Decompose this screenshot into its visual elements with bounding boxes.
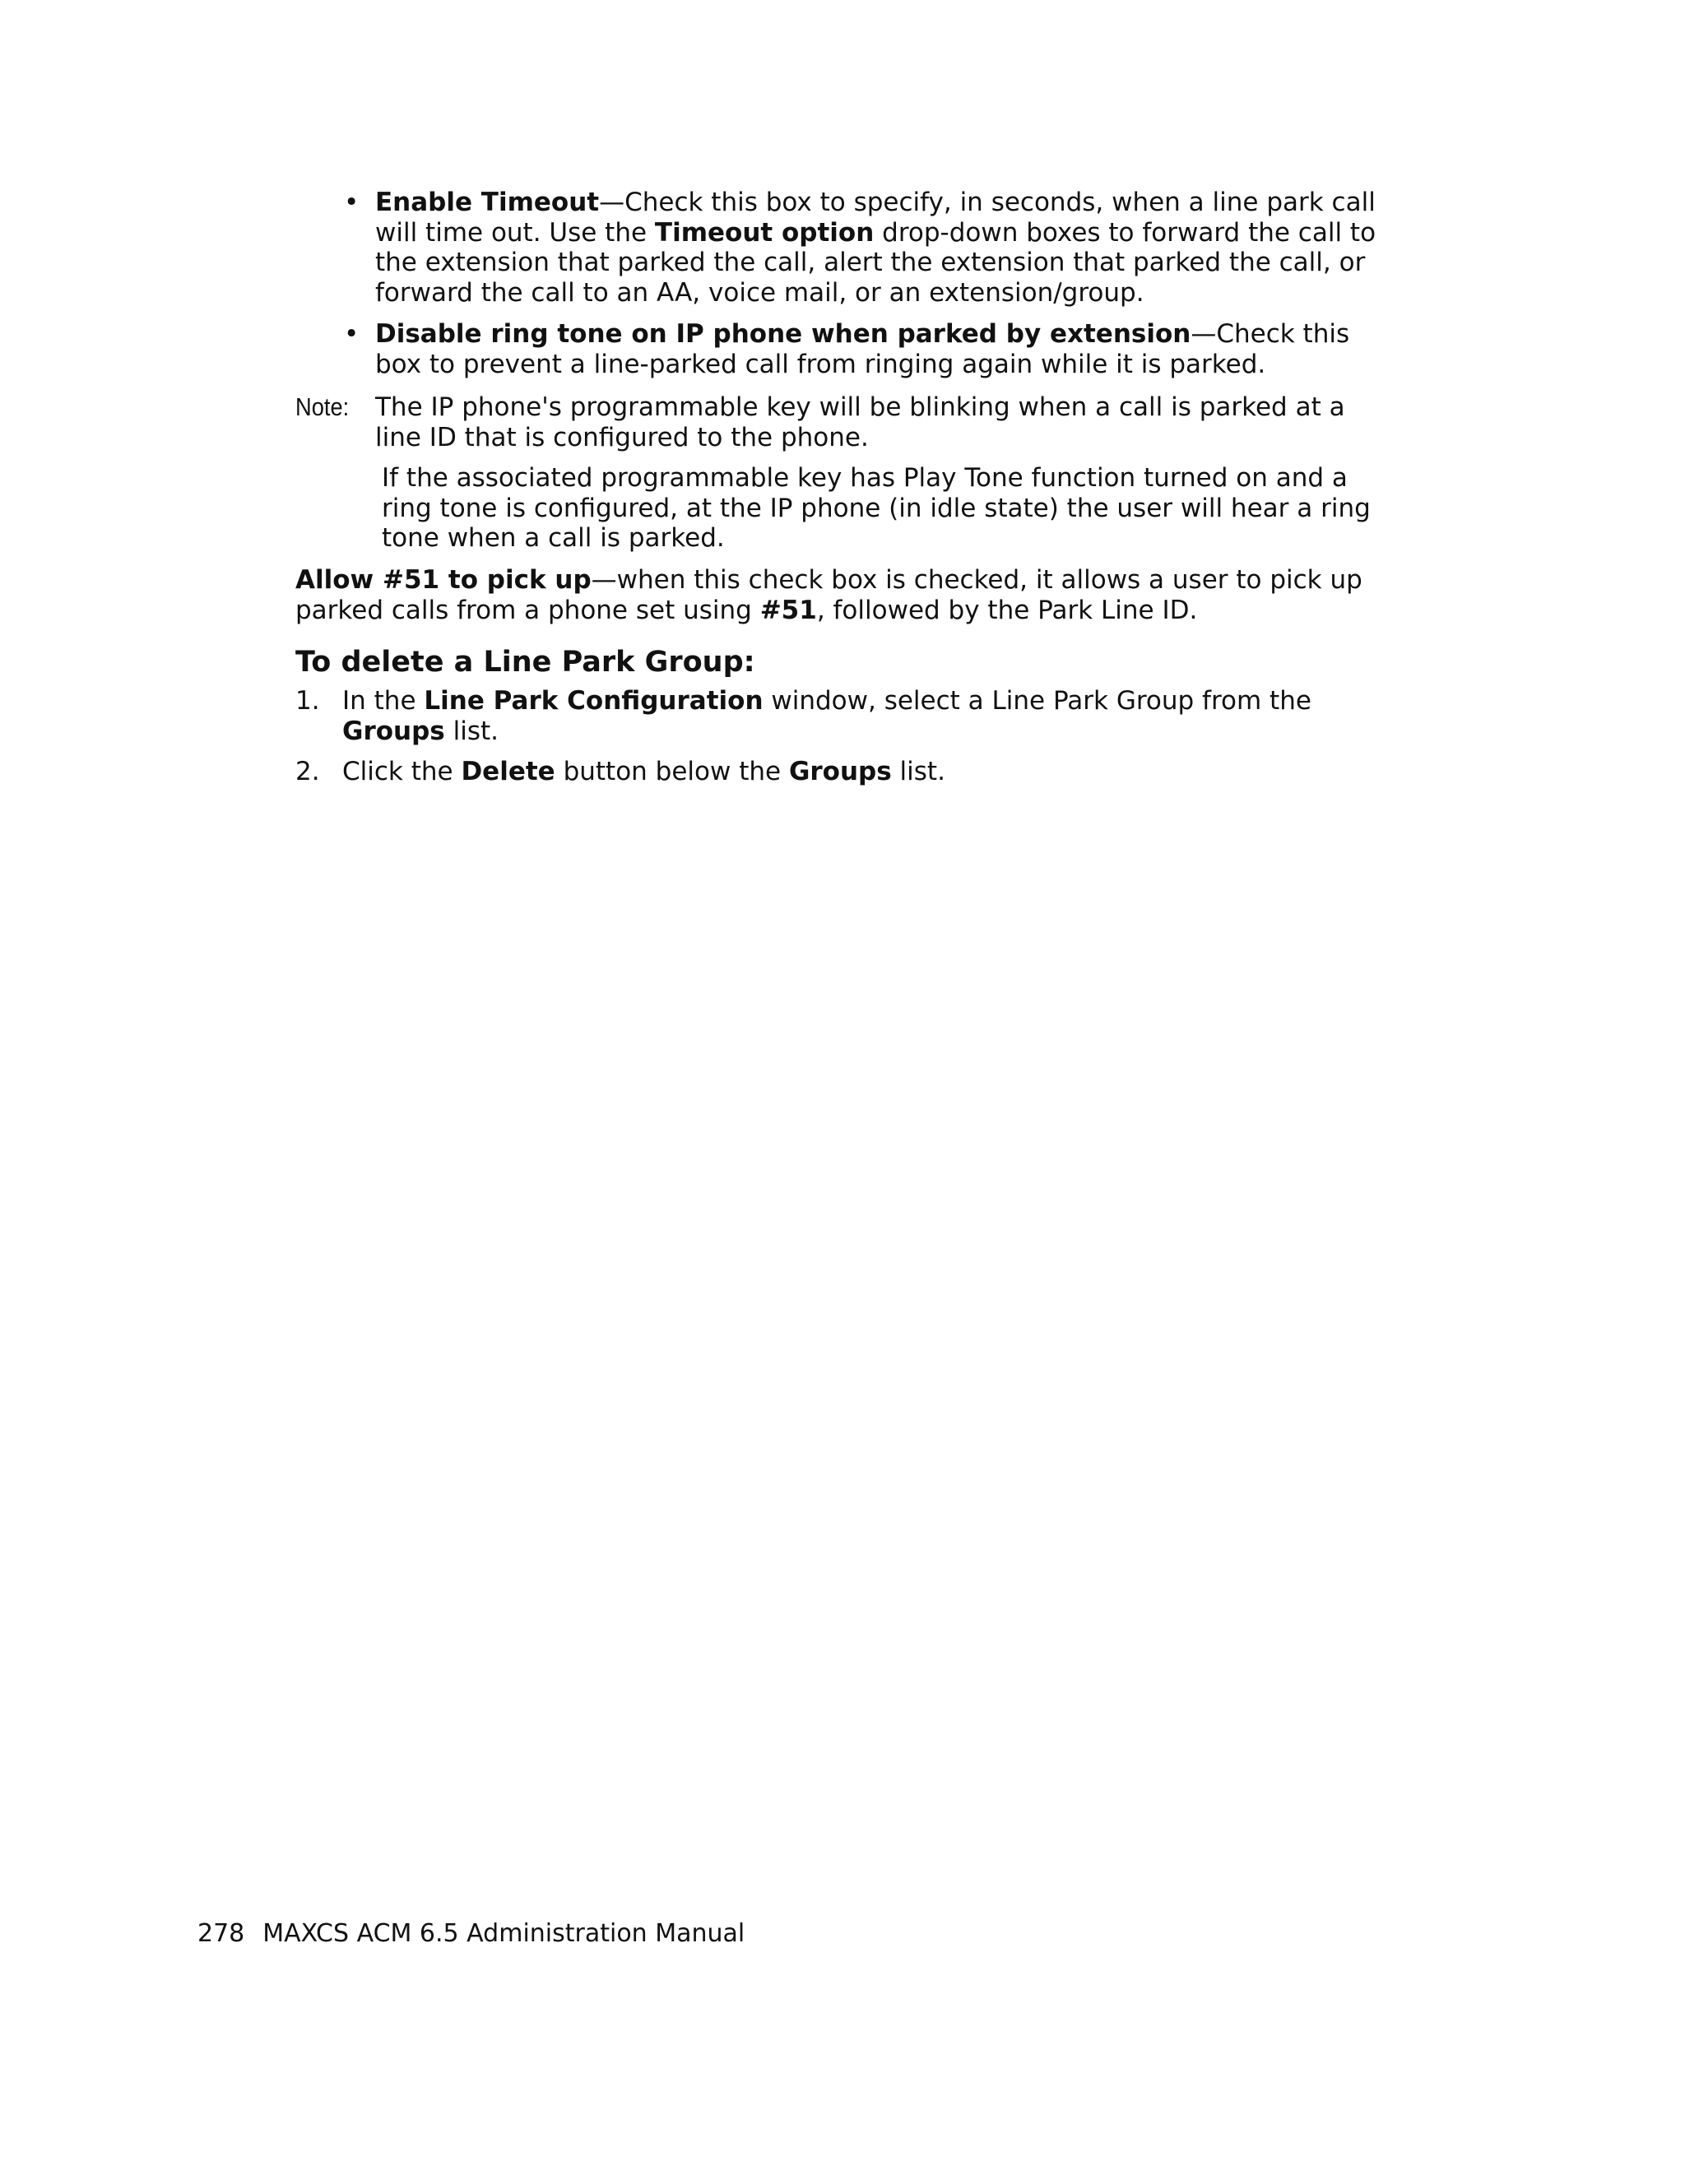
- paragraph-text: —when this check box is checked, it allows a user to pick up parked calls from a phone set using: [295, 565, 1362, 625]
- term-groups: Groups: [788, 757, 892, 786]
- step-text: list.: [444, 716, 499, 746]
- step-text: window, select a Line Park Group from the: [763, 686, 1311, 716]
- note-text-continued: If the associated programmable key has Play Tone function turned on and a ring tone is configured, at the IP phone (in idle state) the user will hear a ring tone when a call is parked.: [382, 463, 1371, 553]
- step-number: 2.: [295, 757, 320, 786]
- term-delete: Delete: [461, 757, 555, 786]
- section-heading: To delete a Line Park Group:: [295, 646, 755, 679]
- step-number: 1.: [295, 686, 320, 716]
- step-text: button below the: [555, 757, 789, 786]
- term-enable-timeout: Enable Timeout: [375, 188, 600, 217]
- note-text: The IP phone's programmable key will be blinking when a call is parked at a line ID that is configured to the phone.: [375, 392, 1345, 452]
- paragraph-allow-pickup: [295, 565, 1381, 625]
- bullet-text: —Check this box to specify, in seconds, when a line park call will time out. Use the: [375, 188, 1376, 248]
- step-text: In the: [342, 686, 425, 716]
- document-title: MAXCS ACM 6.5 Administration Manual: [262, 1919, 745, 1948]
- bullet-marker: •: [344, 188, 360, 217]
- step-text: list.: [891, 757, 945, 786]
- note-label: Note:: [295, 392, 350, 421]
- code-51: #51: [759, 595, 817, 625]
- step-2: [342, 757, 1379, 787]
- bullet-text: —Check this box to prevent a line-parked call from ringing again while it is parked.: [375, 319, 1350, 379]
- step-text: Click the: [342, 757, 462, 786]
- term-groups: Groups: [342, 716, 445, 746]
- term-allow-pickup: Allow #51 to pick up: [295, 565, 592, 595]
- paragraph-text: , followed by the Park Line ID.: [816, 595, 1198, 625]
- page-footer: [197, 1919, 745, 1949]
- bullet-marker: •: [344, 319, 360, 349]
- bullet-enable-timeout: [375, 188, 1379, 308]
- bullet-text: drop-down boxes to forward the call to the extension that parked the call, alert the extension that parked the call, or forward the call to an AA, voice mail, or an extension/group.: [375, 217, 1376, 308]
- step-1: [342, 686, 1379, 746]
- bullet-disable-ring-tone: [375, 319, 1379, 379]
- term-line-park-configuration: Line Park Configuration: [424, 686, 764, 716]
- page-number: 278: [197, 1919, 245, 1948]
- term-disable-ring-tone: Disable ring tone on IP phone when parked by extension: [375, 319, 1191, 349]
- term-timeout-option: Timeout option: [654, 217, 875, 248]
